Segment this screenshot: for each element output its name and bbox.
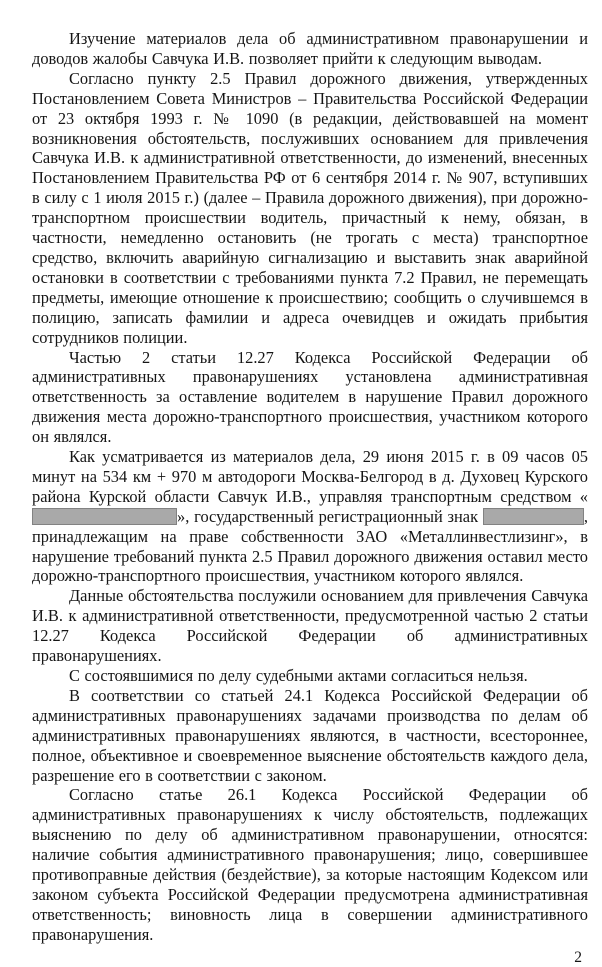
document-text [32, 29, 588, 945]
paragraph: В соответствии со статьей 24.1 Кодекса Российской Федерации об административных правонарушениях задачами производства по делам об административных правонарушениях являются, в частности, всестороннее, полное, объективное и своевременное выяснение обстоятельств каждого дела, разрешение его в соответствии с законом. [32, 685, 588, 785]
redaction-box [32, 508, 177, 525]
paragraph: Данные обстоятельства послужили основанием для привлечения Савчука И.В. к административной ответственности, предусмотренной частью 2 статьи 12.27 Кодекса Российской Федерации об административных правонарушениях. [32, 586, 588, 666]
paragraph: Как усматривается из материалов дела, 29 июня 2015 г. в 09 часов 05 минут на 534 км + 970 м автодороги Москва-Белгород в д. Духовец Курского района Курской области Савчук И.В., управляя транспортным средством «», государственный регистрационный знак , принадлежащим на праве собственности ЗАО «Металлинвестлизинг», в нарушение требований пункта 2.5 Правил дорожного движения оставил место дорожно-транспортного происшествия, участником которого являлся. [32, 447, 588, 586]
paragraph: Согласно статье 26.1 Кодекса Российской Федерации об административных правонарушениях к числу обстоятельств, подлежащих выяснению по делу об административном правонарушении, относятся: наличие события административного правонарушения; лицо, совершившее противоправные действия (бездействие), за которые настоящим Кодексом или законом субъекта Российской Федерации предусмотрена административная ответственность; виновность лица в совершении административного правонарушения. [32, 785, 588, 944]
paragraph: Согласно пункту 2.5 Правил дорожного движения, утвержденных Постановлением Совета Министров – Правительства Российской Федерации от 23 октября 1993 г. № 1090 (в редакции, действовавшей на момент возникновения обстоятельств, послуживших основанием для привлечения Савчука И.В. к административной ответственности, до изменений, внесенных Постановлением Правительства РФ от 6 сентября 2014 г. № 907, вступивших в силу с 1 июля 2015 г.) (далее – Правила дорожного движения), при дорожно-транспортном происшествии водитель, причастный к нему, обязан, в частности, немедленно остановить (не трогать с места) транспортное средство, включить аварийную сигнализацию и выставить знак аварийной остановки в соответствии с требованиями пункта 7.2 Правил, не перемещать предметы, имеющие отношение к происшествию; сообщить о случившемся в полицию, записать фамилии и адреса очевидцев и ожидать прибытия сотрудников полиции. [32, 68, 588, 347]
paragraph: Частью 2 статьи 12.27 Кодекса Российской Федерации об административных правонарушениях установлена административная ответственность за оставление водителем в нарушение Правил дорожного движения места дорожно-транспортного происшествия, участником которого он являлся. [32, 347, 588, 447]
paragraph: Изучение материалов дела об административном правонарушении и доводов жалобы Савчука И.В. позволяет прийти к следующим выводам. [32, 29, 588, 68]
redaction-box [483, 508, 584, 525]
paragraph: С состоявшимися по делу судебными актами согласиться нельзя. [69, 666, 528, 685]
page-number: 2 [574, 948, 582, 966]
